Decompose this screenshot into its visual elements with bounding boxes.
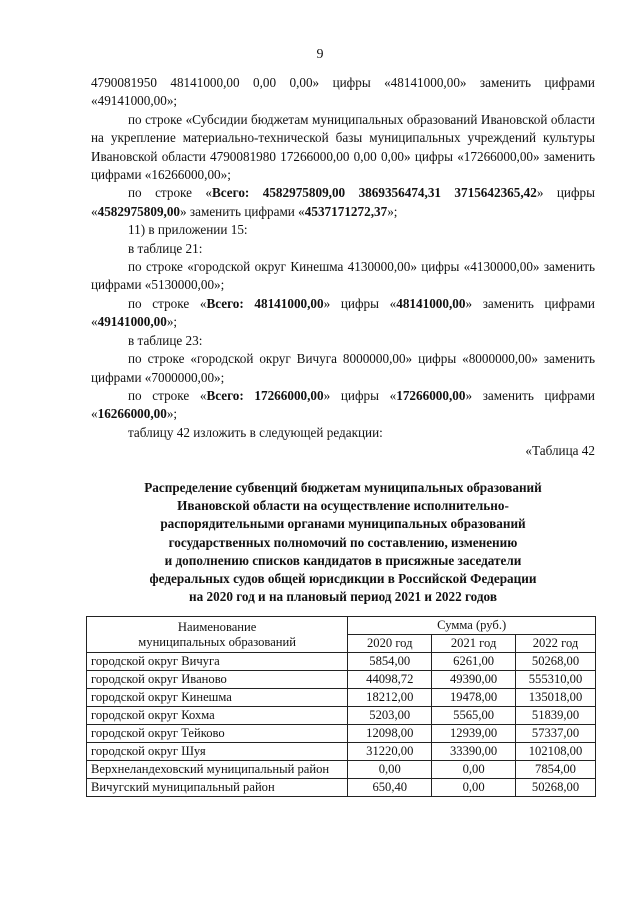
paragraph-4: 11) в приложении 15: bbox=[128, 222, 248, 238]
row-name: городской округ Кинешма bbox=[87, 689, 348, 707]
heading-line: Распределение субвенций бюджетам муниципальных образований bbox=[144, 480, 542, 495]
header-sum: Сумма (руб.) bbox=[348, 617, 596, 635]
bold-old-value: 4582975809,00 bbox=[97, 203, 181, 219]
heading-line: распорядительными органами муниципальных образований bbox=[160, 516, 526, 532]
table-row bbox=[87, 761, 596, 779]
table-row bbox=[87, 725, 596, 743]
table-heading bbox=[91, 479, 595, 606]
page-number: 9 bbox=[316, 47, 324, 62]
header-name-line: муниципальных образований bbox=[138, 634, 297, 649]
heading-line: Ивановской области на осуществление исполнительно- bbox=[177, 498, 509, 514]
paragraph-6: по строке «городской округ Кинешма 4130000,00» цифры «4130000,00» заменить цифрами «5130000,00»; bbox=[91, 259, 595, 293]
value-2020: 12098,00 bbox=[348, 725, 432, 743]
value-2020: 0,00 bbox=[348, 761, 432, 779]
header-name bbox=[87, 617, 348, 653]
value-2022: 50268,00 bbox=[516, 653, 596, 671]
paragraph-8: в таблице 23: bbox=[128, 332, 203, 348]
text-fragment: по строке « bbox=[128, 185, 212, 201]
text-fragment: » цифры « bbox=[323, 295, 397, 311]
text-fragment: »; bbox=[166, 406, 178, 422]
value-2021: 19478,00 bbox=[432, 689, 516, 707]
heading-line: на 2020 год и на плановый период 2021 и 2022 годов bbox=[189, 589, 497, 605]
bold-new-value: 4537171272,37 bbox=[304, 203, 388, 219]
text-fragment: » заменить цифрами « bbox=[91, 387, 595, 422]
paragraph-9: по строке «городской округ Вичуга 8000000,00» цифры «8000000,00» заменить цифрами «7000000,00»; bbox=[91, 351, 595, 385]
heading-line: федеральных судов общей юрисдикции в Российской Федерации bbox=[149, 571, 537, 587]
value-2020: 5854,00 bbox=[348, 653, 432, 671]
header-name-line: Наименование bbox=[177, 619, 257, 634]
text-fragment: по строке « bbox=[128, 295, 207, 311]
text-fragment: »; bbox=[387, 203, 398, 219]
row-name: городской округ Тейково bbox=[87, 725, 348, 743]
header-year: 2020 год bbox=[348, 635, 432, 653]
value-2021: 49390,00 bbox=[432, 671, 516, 689]
value-2022: 57337,00 bbox=[516, 725, 596, 743]
value-2022: 135018,00 bbox=[516, 689, 596, 707]
row-name: Верхнеландеховский муниципальный район bbox=[87, 761, 348, 779]
value-2021: 0,00 bbox=[432, 761, 516, 779]
value-2022: 7854,00 bbox=[516, 761, 596, 779]
bold-new-value: 16266000,00 bbox=[97, 406, 167, 422]
table-row bbox=[87, 653, 596, 671]
bold-old-value: 17266000,00 bbox=[396, 387, 466, 403]
bold-new-value: 49141000,00 bbox=[97, 314, 167, 330]
text-fragment: » заменить цифрами « bbox=[91, 295, 595, 330]
value-2022: 555310,00 bbox=[516, 671, 596, 689]
bold-total: Всего: 17266000,00 bbox=[206, 387, 324, 403]
table-row bbox=[87, 779, 596, 797]
value-2021: 12939,00 bbox=[432, 725, 516, 743]
table-reference: «Таблица 42 bbox=[525, 443, 595, 459]
text-fragment: »; bbox=[166, 314, 178, 330]
table-row bbox=[87, 671, 596, 689]
bold-total: Всего: 4582975809,00 3869356474,31 3715642365,42 bbox=[212, 185, 537, 201]
value-2021: 5565,00 bbox=[432, 707, 516, 725]
paragraph-2: по строке «Субсидии бюджетам муниципальных образований Ивановской области на укрепление материально-технической базы муниципальных учреждений культуры Ивановской области 4790081980 17266000,00 0,00 0,00» цифры «17266000,00» заменить цифрами «16266000,00»; bbox=[91, 111, 595, 183]
value-2020: 5203,00 bbox=[348, 707, 432, 725]
row-name: Вичугский муниципальный район bbox=[87, 779, 348, 797]
value-2021: 6261,00 bbox=[432, 653, 516, 671]
text-fragment: по строке « bbox=[128, 387, 207, 403]
value-2022: 102108,00 bbox=[516, 743, 596, 761]
value-2020: 44098,72 bbox=[348, 671, 432, 689]
value-2020: 18212,00 bbox=[348, 689, 432, 707]
bold-total: Всего: 48141000,00 bbox=[206, 295, 324, 311]
value-2021: 33390,00 bbox=[432, 743, 516, 761]
value-2021: 0,00 bbox=[432, 779, 516, 797]
text-fragment: » заменить цифрами « bbox=[180, 203, 305, 219]
paragraph-7 bbox=[91, 295, 595, 332]
bold-old-value: 48141000,00 bbox=[396, 295, 466, 311]
value-2022: 50268,00 bbox=[516, 779, 596, 797]
header-year: 2022 год bbox=[516, 635, 596, 653]
paragraph-3 bbox=[91, 184, 595, 221]
row-name: городской округ Иваново bbox=[87, 671, 348, 689]
table-row bbox=[87, 743, 596, 761]
paragraph-11: таблицу 42 изложить в следующей редакции: bbox=[128, 424, 383, 440]
row-name: городской округ Шуя bbox=[87, 743, 348, 761]
subvention-table bbox=[86, 616, 596, 797]
heading-line: и дополнению списков кандидатов в присяжные заседатели bbox=[164, 552, 522, 568]
heading-line: государственных полномочий по составлению, изменению bbox=[168, 534, 518, 550]
row-name: городской округ Вичуга bbox=[87, 653, 348, 671]
paragraph-1: 4790081950 48141000,00 0,00 0,00» цифры «48141000,00» заменить цифрами «49141000,00»; bbox=[91, 75, 595, 109]
row-name: городской округ Кохма bbox=[87, 707, 348, 725]
paragraph-10 bbox=[91, 387, 595, 424]
amendment-text bbox=[91, 74, 595, 461]
value-2020: 650,40 bbox=[348, 779, 432, 797]
paragraph-5: в таблице 21: bbox=[128, 240, 203, 256]
text-fragment: » цифры « bbox=[323, 387, 397, 403]
header-year: 2021 год bbox=[432, 635, 516, 653]
value-2022: 51839,00 bbox=[516, 707, 596, 725]
table-row bbox=[87, 707, 596, 725]
text-fragment: » цифры « bbox=[91, 185, 595, 219]
value-2020: 31220,00 bbox=[348, 743, 432, 761]
table-row bbox=[87, 689, 596, 707]
